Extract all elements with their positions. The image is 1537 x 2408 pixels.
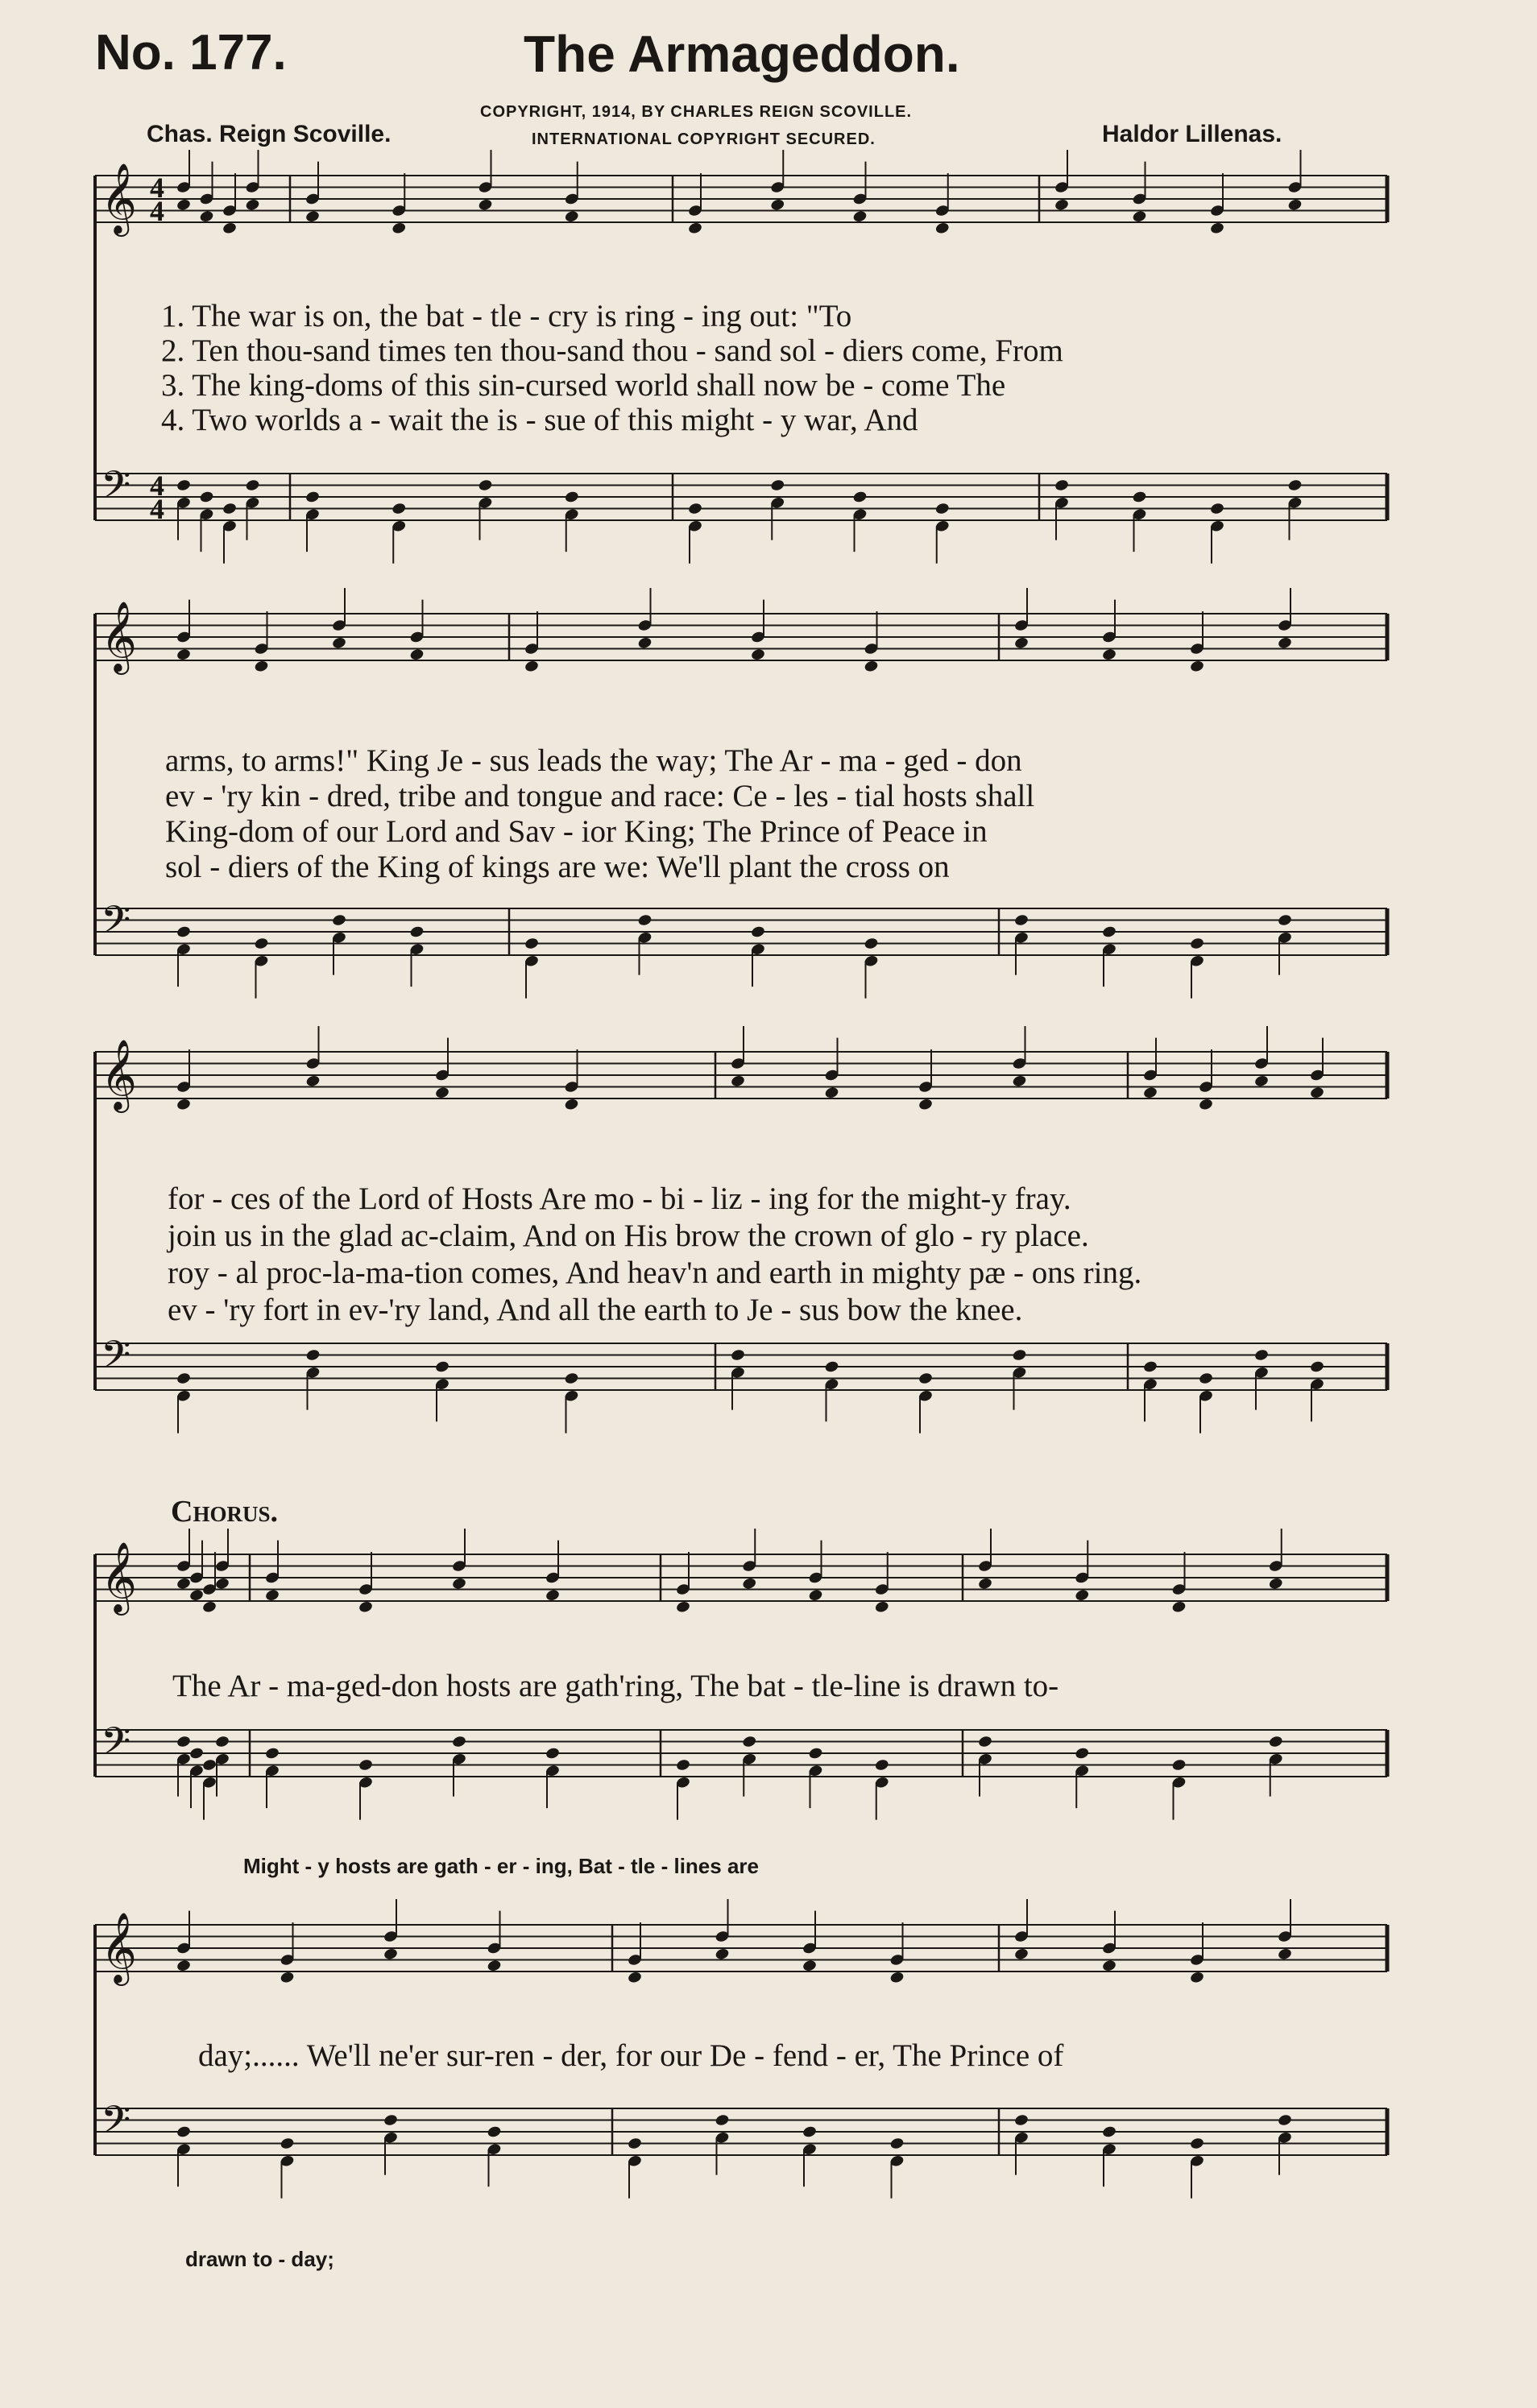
note-head xyxy=(637,913,652,927)
note-head xyxy=(1189,660,1204,673)
note-head xyxy=(564,1372,579,1385)
treble-clef: 𝄞 xyxy=(101,1911,137,1983)
note-head xyxy=(214,1577,230,1591)
note-head xyxy=(730,1074,745,1088)
note-head xyxy=(245,478,260,492)
verse-3-line-1: 3. The king-doms of this sin-cursed world shall now be - come The xyxy=(161,368,1006,403)
note-head xyxy=(1013,636,1029,650)
note-head xyxy=(188,1747,204,1760)
time-signature: 4 xyxy=(150,470,164,502)
note-head xyxy=(176,198,191,212)
note-head xyxy=(742,1577,757,1591)
note-head xyxy=(1309,1086,1324,1099)
note-head xyxy=(392,221,407,235)
note-head xyxy=(524,660,539,673)
note-head xyxy=(245,198,260,212)
verse-1-line-3: for - ces of the Lord of Hosts Are mo - bi - liz - ing for the might-y fray. xyxy=(168,1181,1071,1216)
note-head xyxy=(176,1735,191,1748)
note-head xyxy=(383,2113,398,2127)
note-head xyxy=(1054,198,1069,212)
treble-clef: 𝄞 xyxy=(101,162,137,234)
note-head xyxy=(1209,502,1224,515)
note-head xyxy=(409,925,425,939)
note-head xyxy=(176,1098,191,1111)
note-head xyxy=(487,2125,502,2139)
note-head xyxy=(934,221,950,235)
note-head xyxy=(1101,1959,1116,1972)
note-head xyxy=(918,1098,933,1111)
note-head xyxy=(1075,1747,1090,1760)
note-head xyxy=(675,1758,690,1772)
note-head xyxy=(199,490,214,504)
note-head xyxy=(770,478,785,492)
verse-1-line-2: arms, to arms!" King Je - sus leads the way; The Ar - ma - ged - don xyxy=(165,743,1022,778)
note-head xyxy=(824,1086,839,1099)
note-head xyxy=(1132,490,1147,504)
time-signature: 4 xyxy=(150,493,164,525)
note-head xyxy=(487,1959,502,1972)
note-head xyxy=(305,1074,321,1088)
note-head xyxy=(889,1971,905,1984)
note-head xyxy=(264,1588,280,1602)
note-head xyxy=(977,1735,992,1748)
time-signature: 4 xyxy=(150,195,164,227)
note-head xyxy=(1132,209,1147,223)
note-head xyxy=(254,937,269,950)
note-head xyxy=(331,636,346,650)
note-head xyxy=(1075,1588,1090,1602)
verse-4-line-3: ev - 'ry fort in ev-'ry land, And all the earth to Je - sus bow the knee. xyxy=(168,1293,1023,1327)
note-head xyxy=(176,478,191,492)
note-head xyxy=(176,2125,191,2139)
chorus-line-1: The Ar - ma-ged-don hosts are gath'ring, The bat - tle-line is drawn to- xyxy=(172,1669,1059,1703)
note-head xyxy=(1012,1348,1027,1362)
note-head xyxy=(1013,913,1029,927)
bass-clef: 𝄢 xyxy=(101,897,131,952)
note-head xyxy=(1277,2113,1292,2127)
note-head xyxy=(770,198,785,212)
note-head xyxy=(1198,1372,1213,1385)
note-head xyxy=(564,209,579,223)
note-head xyxy=(434,1360,450,1374)
verse-2-line-2: ev - 'ry kin - dred, tribe and tongue and race: Ce - les - tial hosts shall xyxy=(165,779,1035,813)
note-head xyxy=(1171,1758,1187,1772)
note-head xyxy=(1013,1947,1029,1961)
note-head xyxy=(451,1577,466,1591)
lyricist-credit: Chas. Reign Scoville. xyxy=(147,121,392,147)
note-head xyxy=(715,1947,730,1961)
note-head xyxy=(1287,478,1303,492)
note-head xyxy=(1277,913,1292,927)
verse-1-line-1: 1. The war is on, the bat - tle - cry is ring - ing out: "To xyxy=(161,299,852,333)
verse-4-line-2: sol - diers of the King of kings are we: We'll plant the cross on xyxy=(165,850,950,884)
note-head xyxy=(824,1360,839,1374)
note-head xyxy=(864,937,879,950)
bass-clef: 𝄢 xyxy=(101,1719,131,1773)
note-head xyxy=(852,490,868,504)
note-head xyxy=(264,1747,280,1760)
verse-3-line-3: roy - al proc-la-ma-tion comes, And heav'n and earth in mighty pæ - ons ring. xyxy=(168,1256,1142,1290)
note-head xyxy=(564,1098,579,1111)
note-head xyxy=(808,1588,823,1602)
note-head xyxy=(802,2125,817,2139)
note-head xyxy=(1142,1360,1158,1374)
note-head xyxy=(675,1600,690,1614)
note-head xyxy=(1142,1086,1158,1099)
note-head xyxy=(715,2113,730,2127)
note-head xyxy=(889,2137,905,2150)
note-head xyxy=(434,1086,450,1099)
note-head xyxy=(750,648,765,661)
note-head xyxy=(1171,1600,1187,1614)
bass-clef: 𝄢 xyxy=(101,1332,131,1387)
verse-4-line-1: 4. Two worlds a - wait the is - sue of this might - y war, And xyxy=(161,403,918,437)
note-head xyxy=(409,648,425,661)
note-head xyxy=(687,502,702,515)
note-head xyxy=(627,2137,642,2150)
note-head xyxy=(802,1959,817,1972)
note-head xyxy=(1101,648,1116,661)
note-head xyxy=(874,1600,889,1614)
note-head xyxy=(1209,221,1224,235)
chorus-line-2: day;...... We'll ne'er sur-ren - der, for our De - fend - er, The Prince of xyxy=(198,2038,1064,2073)
note-head xyxy=(383,1947,398,1961)
note-head xyxy=(392,502,407,515)
note-head xyxy=(254,660,269,673)
note-head xyxy=(1198,1098,1213,1111)
note-head xyxy=(358,1600,373,1614)
hymn-number: No. 177. xyxy=(95,25,287,81)
note-head xyxy=(1189,2137,1204,2150)
note-head xyxy=(201,1758,217,1772)
bass-clef: 𝄢 xyxy=(101,462,131,517)
note-head xyxy=(1101,925,1116,939)
note-head xyxy=(201,1600,217,1614)
note-head xyxy=(1253,1348,1269,1362)
note-head xyxy=(524,937,539,950)
copyright-notice: INTERNATIONAL COPYRIGHT SECURED. xyxy=(532,130,876,148)
note-head xyxy=(176,925,191,939)
note-head xyxy=(176,1372,191,1385)
chorus-bass-line-2: drawn to - day; xyxy=(185,2247,334,2271)
note-head xyxy=(750,925,765,939)
note-head xyxy=(280,2137,295,2150)
note-head xyxy=(977,1577,992,1591)
note-head xyxy=(478,198,493,212)
note-head xyxy=(934,502,950,515)
treble-clef: 𝄞 xyxy=(101,1541,137,1612)
note-head xyxy=(1277,636,1292,650)
note-head xyxy=(687,221,702,235)
verse-2-line-1: 2. Ten thou-sand times ten thou-sand thou - sand sol - diers come, From xyxy=(161,333,1063,368)
note-head xyxy=(222,502,237,515)
note-head xyxy=(280,1971,295,1984)
treble-clef: 𝄞 xyxy=(101,600,137,672)
note-head xyxy=(222,221,237,235)
note-head xyxy=(1189,1971,1204,1984)
note-head xyxy=(808,1747,823,1760)
note-head xyxy=(478,478,493,492)
note-head xyxy=(1287,198,1303,212)
note-head xyxy=(305,1348,321,1362)
chorus-label: Chorus. xyxy=(171,1495,278,1529)
note-head xyxy=(214,1735,230,1748)
note-head xyxy=(1101,2125,1116,2139)
note-head xyxy=(637,636,652,650)
note-head xyxy=(545,1747,560,1760)
note-head xyxy=(176,1959,191,1972)
verse-2-line-3: join us in the glad ac-claim, And on His brow the crown of glo - ry place. xyxy=(168,1218,1089,1253)
composer-credit: Haldor Lillenas. xyxy=(1102,121,1282,147)
note-head xyxy=(1277,1947,1292,1961)
note-head xyxy=(730,1348,745,1362)
note-head xyxy=(304,490,320,504)
note-head xyxy=(176,648,191,661)
verse-3-line-2: King-dom of our Lord and Sav - ior King; The Prince of Peace in xyxy=(165,814,988,849)
note-head xyxy=(1253,1074,1269,1088)
note-head xyxy=(1012,1074,1027,1088)
note-head xyxy=(1268,1735,1283,1748)
note-head xyxy=(864,660,879,673)
note-head xyxy=(1189,937,1204,950)
hymn-title: The Armageddon. xyxy=(524,25,960,83)
time-signature: 4 xyxy=(150,172,164,204)
note-head xyxy=(742,1735,757,1748)
note-head xyxy=(176,1577,191,1591)
note-head xyxy=(358,1758,373,1772)
note-head xyxy=(304,209,320,223)
note-head xyxy=(852,209,868,223)
bass-clef: 𝄢 xyxy=(101,2097,131,2152)
treble-clef: 𝄞 xyxy=(101,1038,137,1110)
note-head xyxy=(451,1735,466,1748)
note-head xyxy=(1268,1577,1283,1591)
note-head xyxy=(564,490,579,504)
note-head xyxy=(627,1971,642,1984)
copyright-line: COPYRIGHT, 1914, BY CHARLES REIGN SCOVILLE. xyxy=(480,103,913,121)
note-head xyxy=(1013,2113,1029,2127)
note-head xyxy=(188,1588,204,1602)
note-head xyxy=(1054,478,1069,492)
note-head xyxy=(331,913,346,927)
note-head xyxy=(874,1758,889,1772)
chorus-bass-line-1: Might - y hosts are gath - er - ing, Bat - tle - lines are xyxy=(243,1854,759,1878)
note-head xyxy=(918,1372,933,1385)
note-head xyxy=(199,209,214,223)
note-head xyxy=(1309,1360,1324,1374)
note-head xyxy=(545,1588,560,1602)
